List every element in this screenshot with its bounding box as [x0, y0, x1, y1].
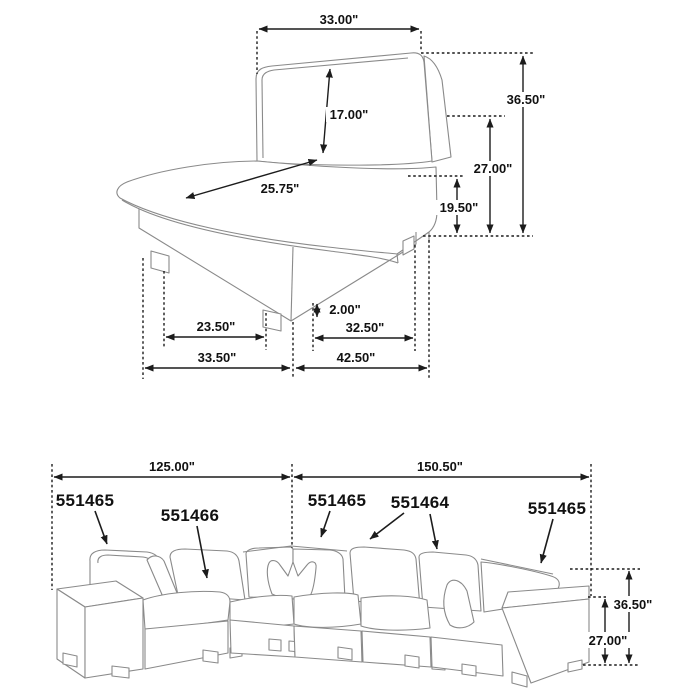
chair-seat-cushion [117, 161, 437, 254]
dim-overall-depth [296, 350, 427, 368]
dim-right-run [294, 459, 589, 477]
leg [338, 647, 352, 660]
chair-leg [151, 251, 169, 273]
part-label-armless-mid [370, 493, 450, 549]
chair-diagram [117, 12, 551, 379]
dim-label-base-depth: 32.50" [345, 320, 385, 335]
chair-base-front-seam [291, 247, 293, 321]
sectional-drawing [57, 546, 589, 687]
dim-sectional-overall-height [606, 571, 659, 663]
part-label-left-arm [56, 491, 115, 544]
leg [462, 664, 476, 676]
dim-label-sectional-overall-height: 36.50" [613, 597, 653, 612]
dim-label-seat-height: 19.50" [439, 200, 479, 215]
label-leader-arrow [541, 519, 553, 563]
part-number: 551465 [307, 491, 367, 510]
dim-label-seat-depth: 25.75" [260, 181, 300, 196]
dim-overall-height [501, 56, 551, 233]
dim-back-height [468, 119, 518, 233]
part-number: 551464 [390, 493, 450, 512]
dim-label-right-run: 150.50" [417, 459, 463, 474]
dim-label-back-width: 33.00" [319, 12, 359, 27]
dim-label-sectional-arm-height: 27.00" [588, 633, 628, 648]
dim-back-width [259, 12, 419, 29]
part-label-corner [308, 491, 367, 537]
part-number: 551465 [527, 499, 587, 518]
dim-front-leg-span [166, 319, 264, 337]
dim-leg-height [317, 302, 361, 317]
part-number: 551466 [160, 506, 220, 525]
dim-overall-width [145, 350, 290, 368]
dim-label-overall-height: 36.50" [506, 92, 546, 107]
dim-label-back-cushion: 17.00" [329, 107, 369, 122]
leg [269, 639, 281, 651]
label-leader-arrow [430, 514, 437, 549]
dim-seat-height [434, 179, 484, 233]
part-number: 551465 [55, 491, 115, 510]
label-leader-arrow [95, 511, 107, 544]
dim-label-back-height: 27.00" [473, 161, 513, 176]
crown-pillow [267, 561, 316, 599]
leg [405, 655, 419, 668]
seat-cushion [361, 596, 430, 630]
leg [112, 666, 129, 678]
base [362, 631, 431, 667]
part-label-right-arm [528, 499, 587, 563]
dim-label-overall-depth: 42.50" [336, 350, 376, 365]
dim-base-depth [315, 320, 413, 338]
dim-label-front-leg-span: 23.50" [196, 319, 236, 334]
leg [63, 653, 77, 667]
dim-label-left-run: 125.00" [149, 459, 195, 474]
label-leader-arrow [321, 511, 330, 537]
dim-label-overall-width: 33.50" [197, 350, 237, 365]
dim-label-leg-height: 2.00" [329, 302, 361, 317]
leg [203, 650, 218, 663]
base [230, 620, 295, 657]
dim-left-run [54, 459, 290, 477]
leg [512, 672, 527, 687]
sectional-diagram [52, 459, 659, 687]
seat-cushion [294, 593, 361, 627]
label-leader-arrow [370, 513, 404, 539]
